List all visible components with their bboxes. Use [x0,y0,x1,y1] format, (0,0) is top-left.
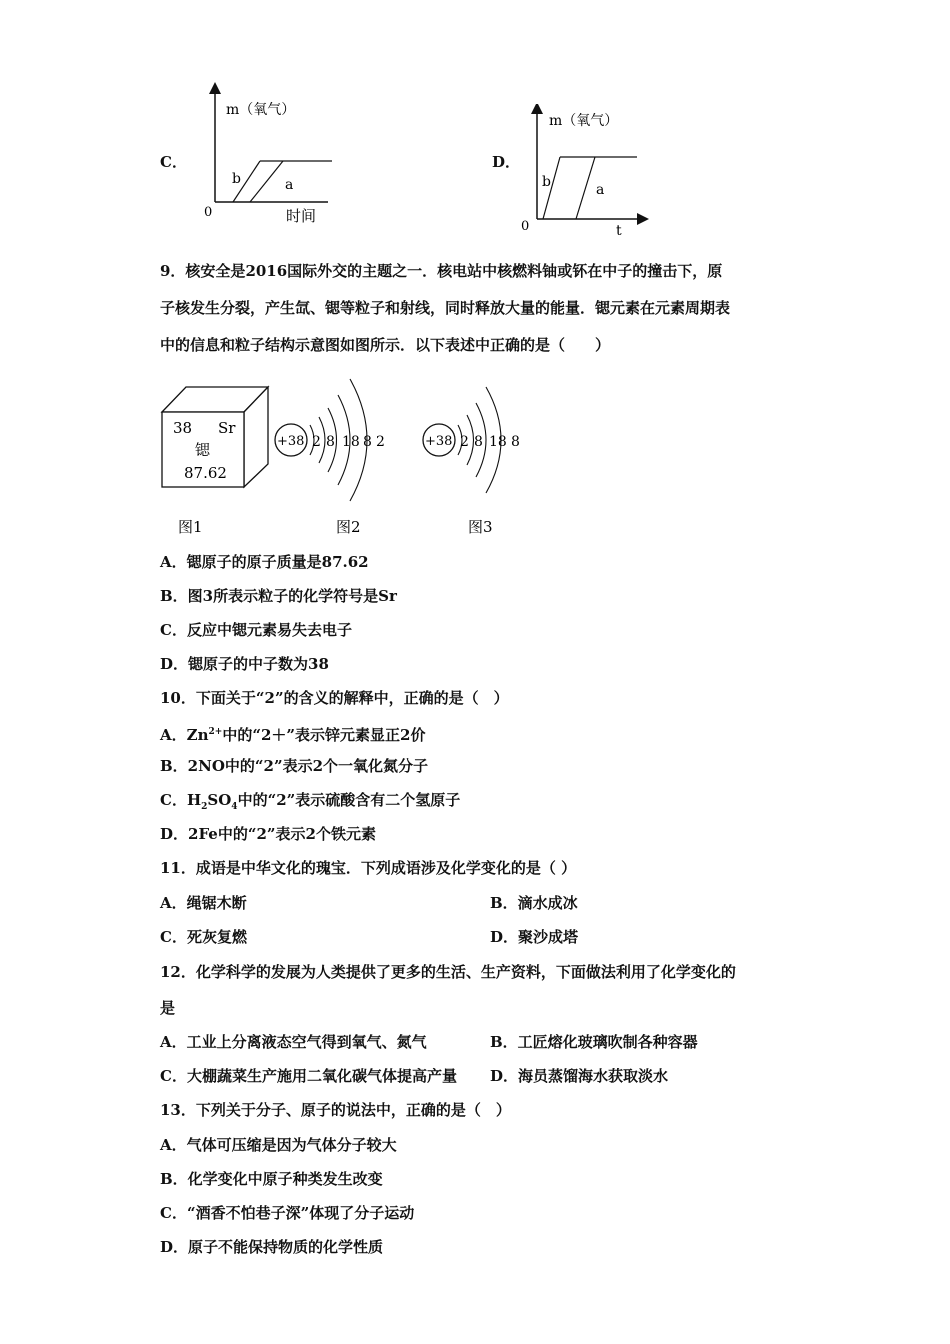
q12-option-b: B．工匠熔化玻璃吹制各种容器 [490,1033,698,1051]
svg-text:87.62: 87.62 [184,464,227,482]
q9-option-b: B．图3所表示粒子的化学符号是Sr [160,587,397,605]
q9-line1: 9．核安全是2016国际外交的主题之一．核电站中核燃料铀或钚在中子的撞击下，原 [160,262,723,280]
q12-option-c: C．大棚蔬菜生产施用二氧化碳气体提高产量 [160,1067,457,1085]
graph-d [515,104,665,238]
q9-option-c: C．反应中锶元素易失去电子 [160,621,352,639]
q9-line2: 子核发生分裂，产生氙、锶等粒子和射线，同时释放大量的能量．锶元素在元素周期表 [160,299,731,317]
fig3-caption: 图3 [468,518,493,536]
q10-option-a: A．$Zn^{2+}$中的“2＋”表示锌元素显正2价 [160,726,426,744]
q11-stem: 11．成语是中华文化的瑰宝．下列成语涉及化学变化的是（ ） [160,859,577,877]
q9-option-d: D．锶原子的中子数为38 [160,655,329,673]
svg-text:b: b [542,174,551,190]
svg-text:2: 2 [376,434,385,450]
q11-option-a: A．绳锯木断 [160,894,247,912]
q12-stem-line1: 12．化学科学的发展为人类提供了更多的生活、生产资料，下面做法利用了化学变化的 [160,963,736,981]
svg-text:a: a [596,182,605,198]
fig1-caption: 图1 [178,518,203,536]
q10-option-b: B．2NO中的“2”表示2个一氧化氮分子 [160,757,429,775]
q11-option-b: B．滴水成冰 [490,894,578,912]
q12-option-a: A．工业上分离液态空气得到氧气、氮气 [160,1033,427,1051]
option-c-label: C． [160,153,187,171]
svg-text:18: 18 [489,434,507,450]
q9-option-a: A．锶原子的原子质量是87.62 [160,553,369,571]
q13-option-d: D．原子不能保持物质的化学性质 [160,1238,384,1256]
q13-stem: 13．下列关于分子、原子的说法中，正确的是（ ） [160,1101,511,1119]
svg-text:2: 2 [460,434,469,450]
label-b: b [232,171,241,187]
option-d-label: D． [492,153,521,171]
y-label: m（氧气） [226,102,296,118]
svg-text:18: 18 [342,434,360,450]
q10-stem: 10．下面关于“2”的含义的解释中，正确的是（ ） [160,689,509,707]
svg-text:锶: 锶 [195,441,211,459]
atom-structure-fig2 [275,379,385,501]
q9-line3: 中的信息和粒子结构示意图如图所示．以下表述中正确的是（ ） [160,336,611,354]
svg-text:2: 2 [312,434,321,450]
q13-option-a: A．气体可压缩是因为气体分子较大 [160,1136,397,1154]
q10-option-c: C．$H_2SO_4$中的“2”表示硫酸含有二个氢原子 [160,791,461,812]
svg-text:8: 8 [363,434,372,450]
svg-text:+38: +38 [277,434,305,449]
q11-option-d: D．聚沙成塔 [490,928,579,946]
origin: 0 [204,205,213,220]
fig2-caption: 图2 [336,518,361,536]
q10-option-d: D．2Fe中的“2”表示2个铁元素 [160,825,376,843]
svg-text:+38: +38 [425,434,453,449]
periodic-cell [162,387,268,487]
svg-text:m（氧气）: m（氧气） [549,113,619,129]
svg-text:8: 8 [474,434,483,450]
graph-c [200,82,350,230]
svg-text:8: 8 [326,434,335,450]
ion-structure-fig3 [423,387,520,493]
svg-text:Sr: Sr [218,419,236,437]
line-a [250,161,283,202]
q9-figures [150,365,550,545]
q13-option-b: B．化学变化中原子种类发生改变 [160,1170,383,1188]
svg-text:0: 0 [521,219,530,234]
q13-option-c: C．“酒香不怕巷子深”体现了分子运动 [160,1204,415,1222]
x-label: 时间 [286,207,317,225]
q11-option-c: C．死灰复燃 [160,928,247,946]
label-a: a [285,177,294,193]
svg-text:8: 8 [511,434,520,450]
svg-text:t: t [616,223,622,238]
svg-text:38: 38 [173,419,193,437]
q12-stem-line2: 是 [160,999,176,1017]
q12-option-d: D．海员蒸馏海水获取淡水 [490,1067,669,1085]
